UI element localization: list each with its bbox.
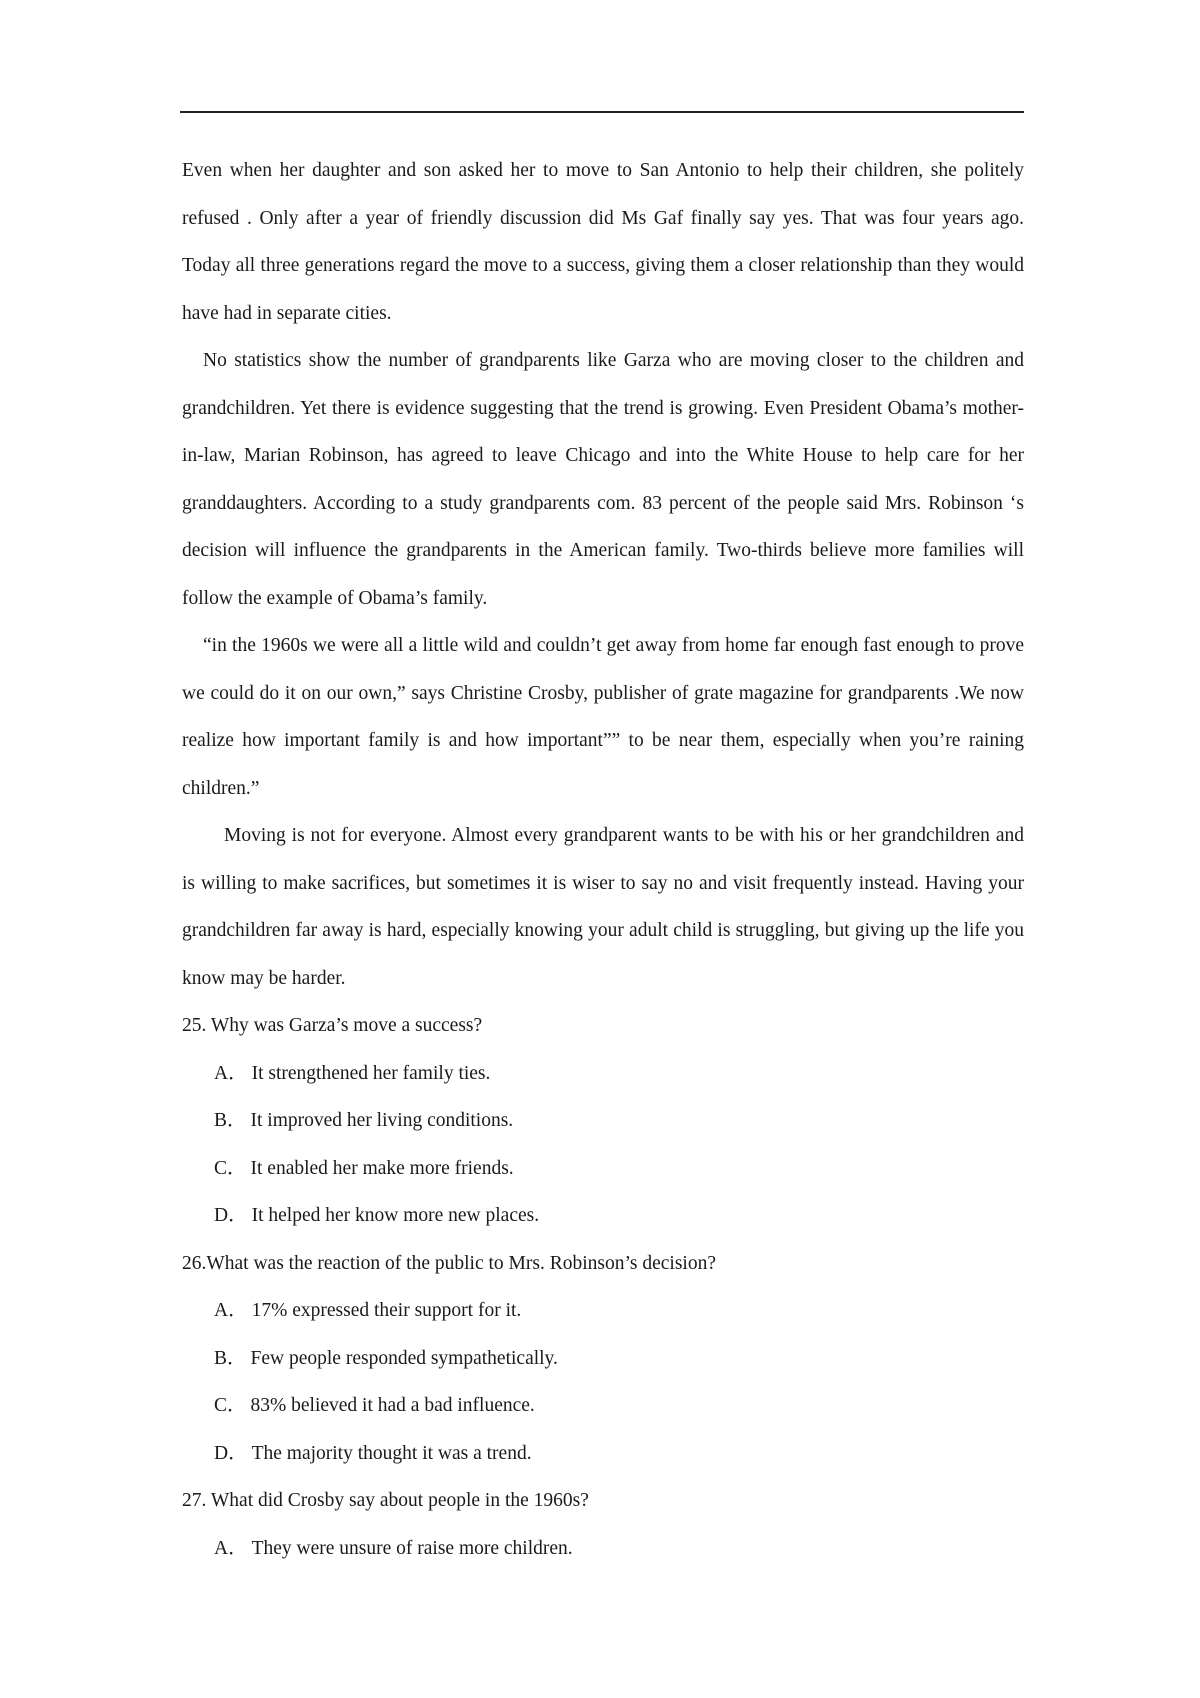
option-b [182, 1097, 1024, 1145]
option-d [182, 1430, 1024, 1478]
option-text: It enabled her make more friends. [250, 1157, 514, 1179]
option-text: It helped her know more new places. [251, 1205, 540, 1226]
option-text: It improved her living conditions. [250, 1110, 514, 1131]
option-a [182, 1050, 1024, 1098]
option-text: They were unsure of raise more children. [251, 1537, 573, 1559]
passage-paragraph-3: “in the 1960s we were all a little wild and couldn’t get away from home far enough fast enough to prove we could do it on our own,” says Christine Crosby, publisher of grate magazine for grandparents .We now realize how important family is and how important”” to be near them, especially when you’re raining children.” [182, 635, 1024, 799]
option-letter: D． [214, 1442, 248, 1464]
question-stem: 26.What was the reaction of the public to Mrs. Robinson’s decision? [182, 1252, 716, 1274]
option-a [182, 1525, 1024, 1573]
option-b [182, 1335, 1024, 1383]
option-c [182, 1382, 1024, 1430]
option-letter: A． [214, 1062, 248, 1084]
option-letter: B． [214, 1347, 247, 1369]
option-a [182, 1287, 1024, 1335]
option-letter: C． [214, 1395, 247, 1416]
question-25 [182, 1002, 1024, 1240]
passage-paragraph-4: Moving is not for everyone. Almost every grandparent wants to be with his or her grandchildren and is willing to make sacrifices, but sometimes it is wiser to say no and visit frequently instead. Having your grandchildren far away is hard, especially knowing your adult child is struggling, but giving up the life you know may be harder. [182, 825, 1024, 989]
option-d [182, 1192, 1024, 1240]
option-text: 17% expressed their support for it. [251, 1300, 522, 1321]
option-letter: A． [214, 1300, 248, 1321]
passage-paragraph-2: No statistics show the number of grandparents like Garza who are moving closer to the children and grandchildren. Yet there is evidence suggesting that the trend is growing. Even President Obama’s mother-in-law, Marian Robinson, has agreed to leave Chicago and into the White House to help care for her granddaughters. According to a study grandparents com. 83 percent of the people said Mrs. Robinson ‘s decision will influence the grandparents in the American family. Two-thirds believe more families will follow the example of Obama’s family. [182, 350, 1024, 609]
question-26 [182, 1240, 1024, 1478]
header-rule [180, 111, 1024, 113]
question-stem: 27. What did Crosby say about people in the 1960s? [182, 1490, 589, 1511]
option-letter: C． [214, 1157, 247, 1179]
option-text: 83% believed it had a bad influence. [250, 1395, 535, 1416]
option-text: Few people responded sympathetically. [250, 1347, 558, 1369]
passage-paragraph-1: Even when her daughter and son asked her to move to San Antonio to help their children, she politely refused . Only after a year of friendly discussion did Ms Gaf finally say yes. That was four years ago. Today all three generations regard the move to a success, giving them a closer relationship than they would have had in separate cities. [182, 160, 1024, 324]
option-text: It strengthened her family ties. [251, 1062, 491, 1084]
page-content [182, 147, 1024, 1572]
option-letter: B． [214, 1110, 247, 1131]
question-stem: 25. Why was Garza’s move a success? [182, 1015, 483, 1036]
option-letter: D． [214, 1205, 248, 1226]
option-text: The majority thought it was a trend. [251, 1442, 532, 1464]
option-letter: A． [214, 1537, 248, 1559]
option-c [182, 1145, 1024, 1193]
question-27 [182, 1477, 1024, 1572]
